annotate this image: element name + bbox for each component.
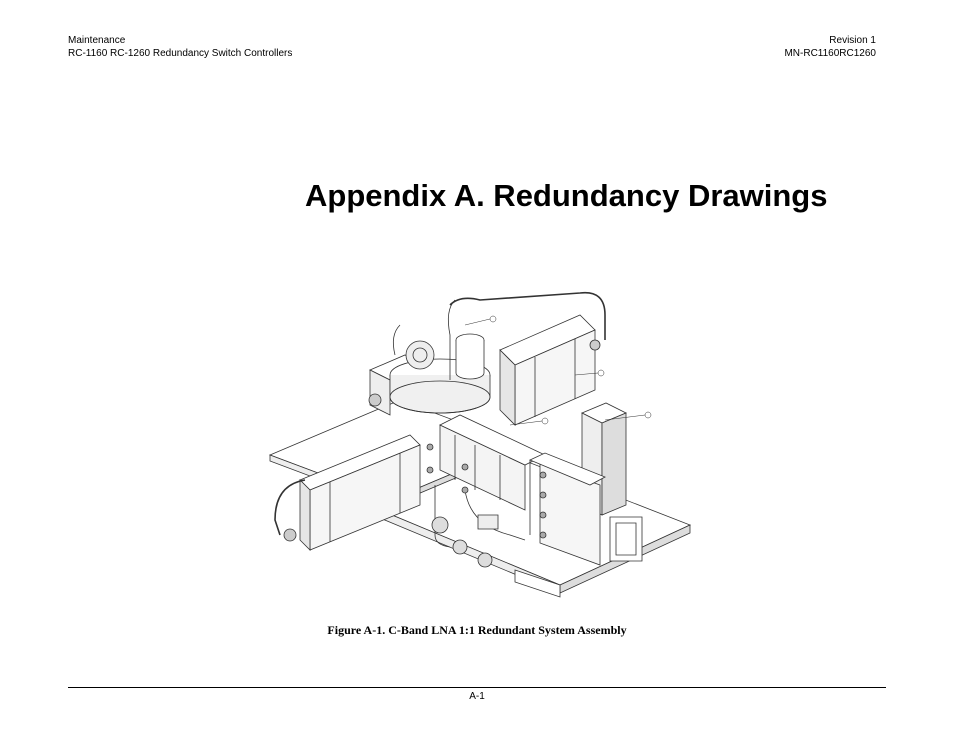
header-manual-title: RC-1160 RC-1260 Redundancy Switch Controllers (68, 48, 293, 59)
lna-assembly-drawing-icon (260, 285, 700, 615)
header-revision: Revision 1 (829, 35, 876, 46)
header-right (784, 34, 876, 60)
footer-rule (68, 687, 886, 688)
figure-caption: Figure A-1. C-Band LNA 1:1 Redundant System Assembly (327, 623, 627, 637)
page-number: A-1 (469, 691, 485, 702)
header-document-number: MN-RC1160RC1260 (784, 48, 876, 59)
header-left (68, 34, 292, 60)
page-title: Appendix A. Redundancy Drawings (305, 178, 828, 213)
header-section: Maintenance (68, 35, 126, 46)
